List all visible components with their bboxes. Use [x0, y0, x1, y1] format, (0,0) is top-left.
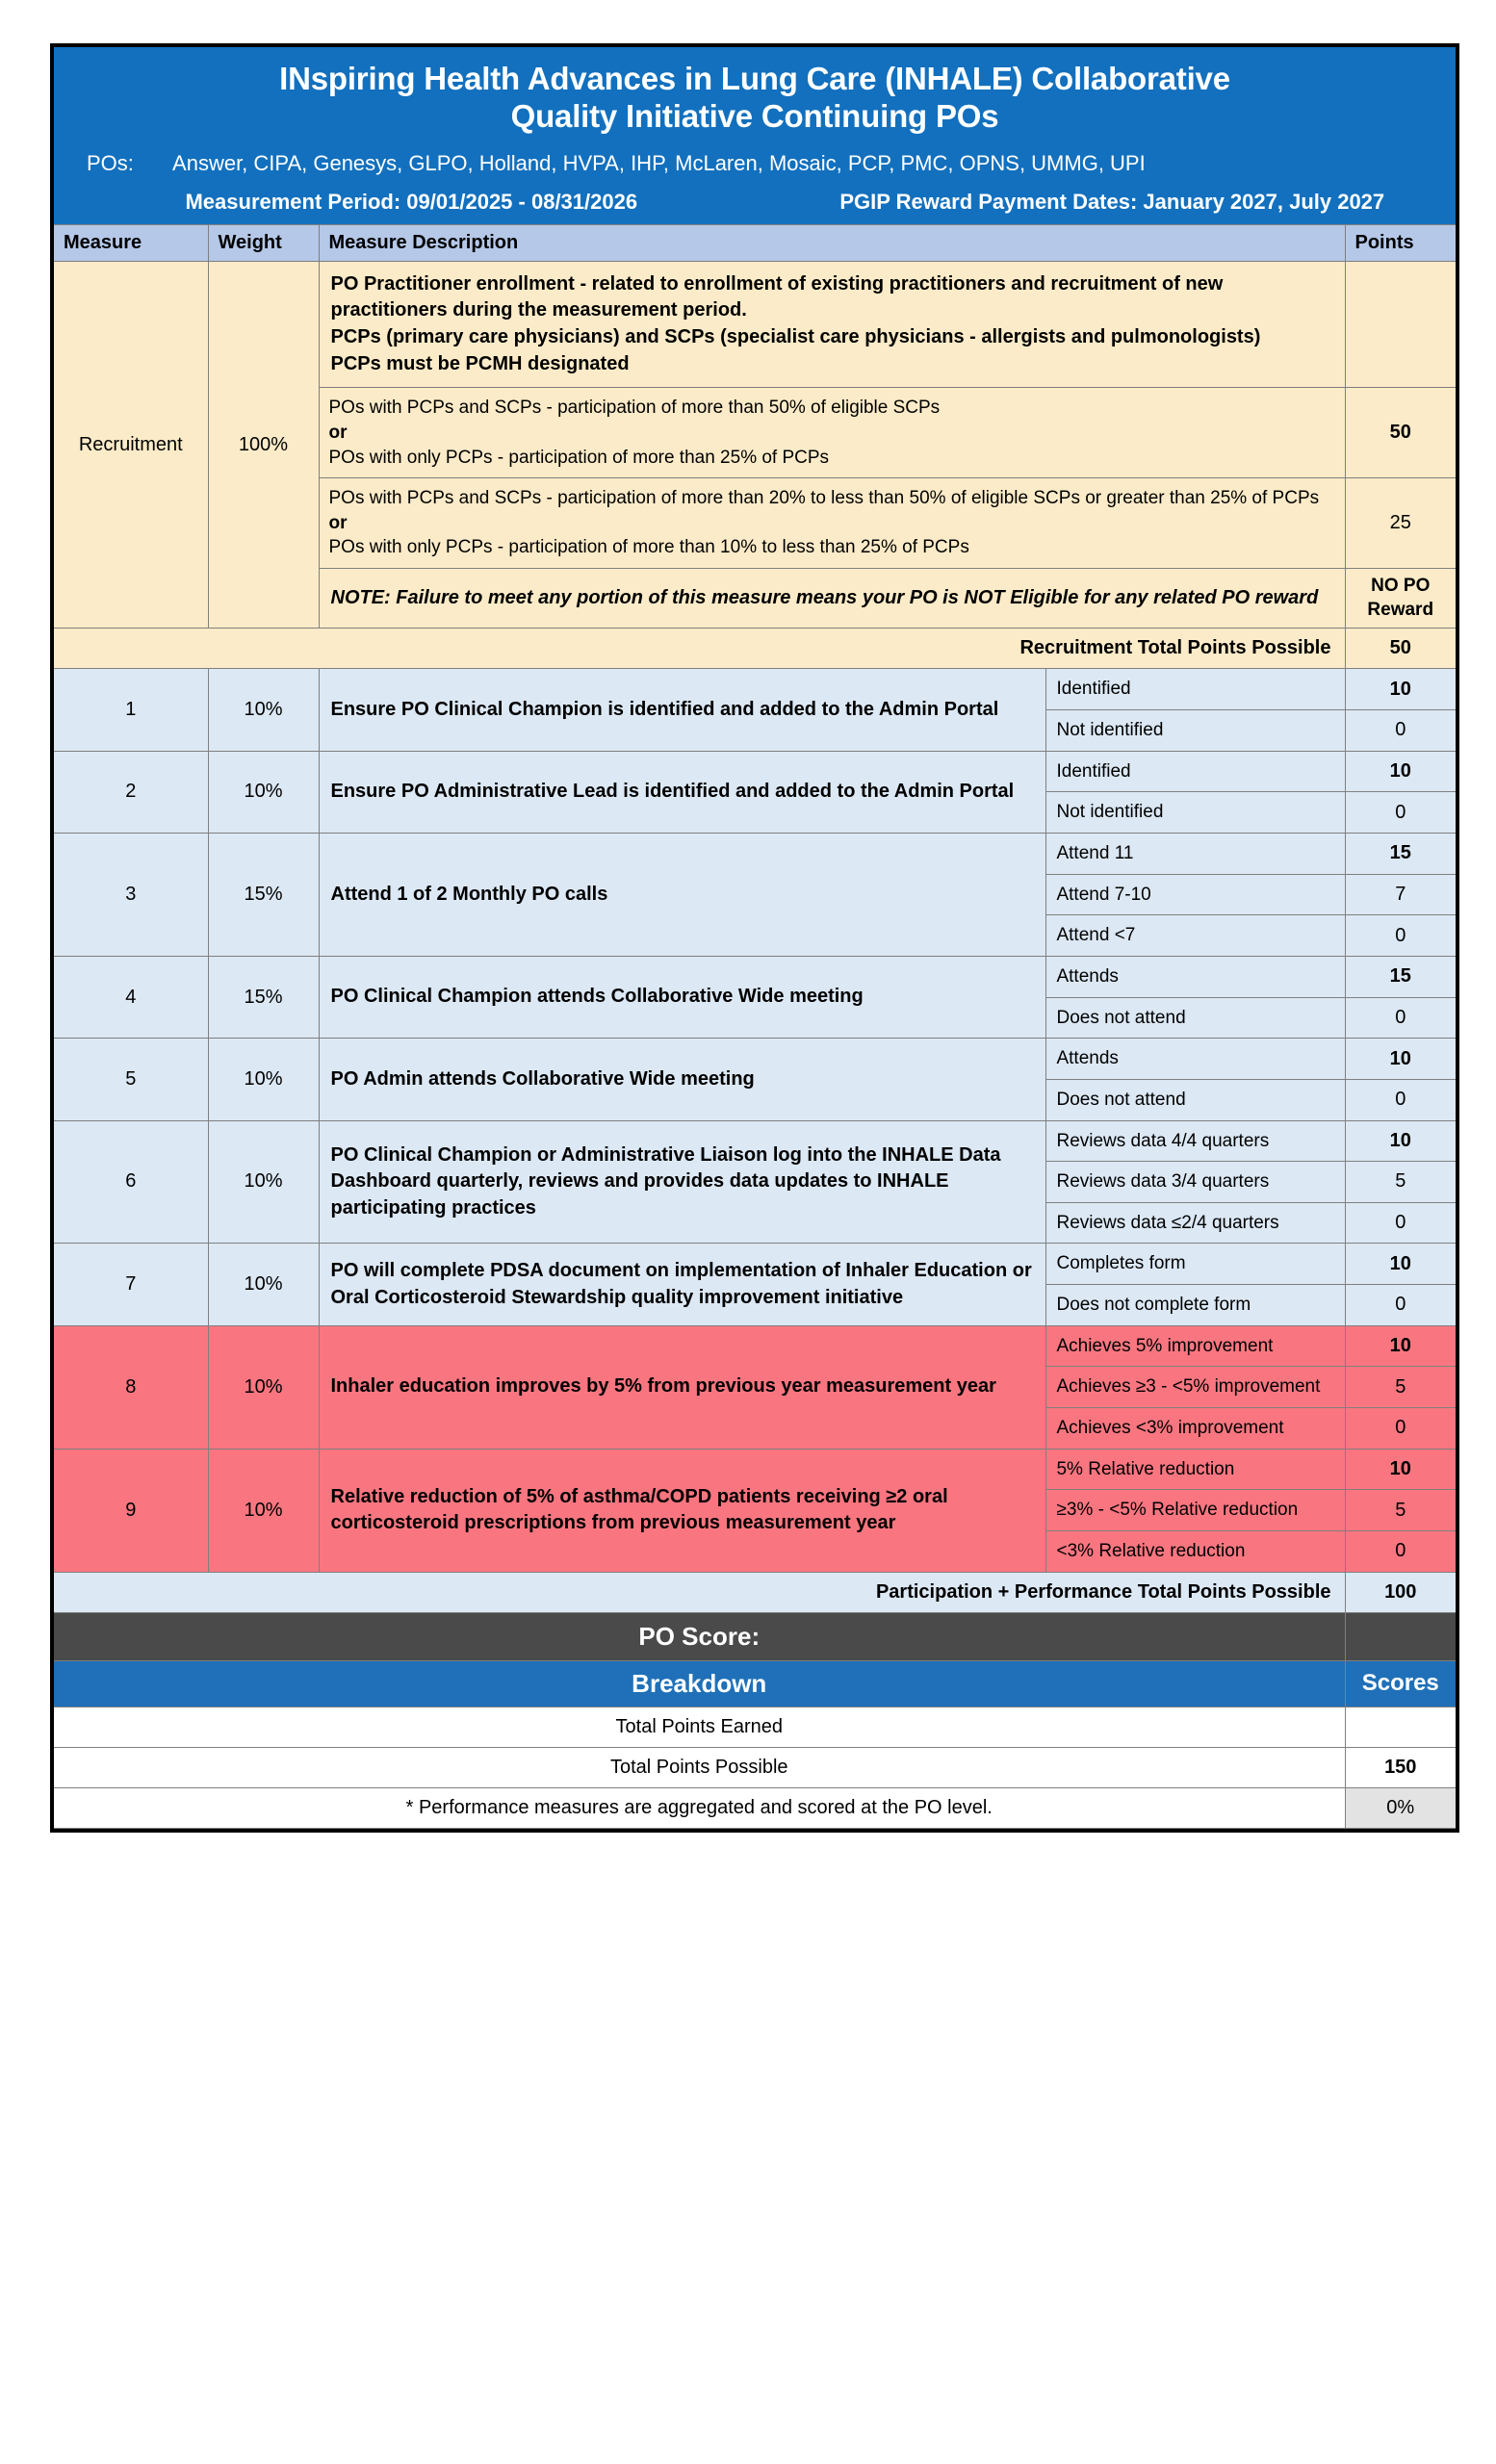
measure-criterion-points: 10 [1345, 1039, 1456, 1080]
recruitment-note-points-line-2: Reward [1367, 599, 1434, 620]
measure-criterion-points: 15 [1345, 956, 1456, 997]
total-earned-row [54, 1707, 1456, 1747]
measure-criterion-points: 5 [1345, 1367, 1456, 1408]
scores-column-header: Scores [1345, 1660, 1456, 1707]
measure-criterion-label: Completes form [1046, 1244, 1345, 1285]
recruitment-description-row [54, 261, 1456, 387]
measure-row [54, 1325, 1456, 1367]
participation-total-label: Participation + Performance Total Points Possible [54, 1572, 1345, 1612]
page-title [67, 57, 1442, 141]
measure-criterion-label: Reviews data 4/4 quarters [1046, 1120, 1345, 1162]
po-score-label: PO Score: [54, 1612, 1345, 1660]
recruitment-note: NOTE: Failure to meet any portion of this measure means your PO is NOT Eligible for any related PO reward [319, 569, 1345, 629]
measure-criterion-label: Identified [1046, 669, 1345, 710]
measure-criterion-label: Does not complete form [1046, 1285, 1345, 1326]
po-score-value[interactable] [1345, 1612, 1456, 1660]
recruitment-note-points-line-1: NO PO [1371, 576, 1431, 597]
measure-row [54, 1449, 1456, 1490]
measure-weight: 15% [208, 834, 319, 957]
measure-criterion-points: 5 [1345, 1162, 1456, 1203]
measure-criterion-label: Attend 11 [1046, 834, 1345, 875]
recruitment-tier2-points: 25 [1345, 478, 1456, 569]
column-header-weight: Weight [208, 224, 319, 261]
measure-criterion-points: 0 [1345, 792, 1456, 834]
measure-criterion-points: 0 [1345, 915, 1456, 957]
measure-description: PO Clinical Champion or Administrative Liaison log into the INHALE Data Dashboard quarterly, reviews and provides data updates to INHALE participating practices [319, 1120, 1046, 1244]
po-list-names: Answer, CIPA, Genesys, GLPO, Holland, HVPA, IHP, McLaren, Mosaic, PCP, PMC, OPNS, UMMG, UPI [172, 150, 1146, 175]
measure-description: Ensure PO Clinical Champion is identified and added to the Admin Portal [319, 669, 1046, 751]
po-score-row [54, 1612, 1456, 1660]
po-list-label: POs: [87, 150, 134, 175]
measure-description: Ensure PO Administrative Lead is identified and added to the Admin Portal [319, 751, 1046, 833]
recruitment-tier2-a: POs with PCPs and SCPs - participation of more than 20% to less than 50% of eligible SCPs or greater than 25% of PCPs [328, 488, 1320, 509]
breakdown-header-row [54, 1660, 1456, 1707]
title-line-1: INspiring Health Advances in Lung Care (INHALE) Collaborative [279, 61, 1230, 96]
recruitment-weight: 100% [208, 261, 319, 629]
measure-criterion-points: 0 [1345, 1530, 1456, 1572]
measure-criterion-label: Attend 7-10 [1046, 874, 1345, 915]
measure-criterion-points: 0 [1345, 1079, 1456, 1120]
measure-criterion-points: 10 [1345, 1120, 1456, 1162]
measure-criterion-label: Achieves 5% improvement [1046, 1325, 1345, 1367]
measure-weight: 10% [208, 1325, 319, 1449]
measure-number: 9 [54, 1449, 208, 1572]
measure-row [54, 834, 1456, 875]
measure-row [54, 669, 1456, 710]
scorecard-table [54, 224, 1456, 1829]
total-possible-label: Total Points Possible [54, 1747, 1345, 1787]
footnote-value: 0% [1345, 1787, 1456, 1828]
measure-row [54, 956, 1456, 997]
footnote-row [54, 1787, 1456, 1828]
measure-criterion-label: Reviews data 3/4 quarters [1046, 1162, 1345, 1203]
measure-rows-body [54, 669, 1456, 1572]
period-row [54, 184, 1456, 224]
measure-description: PO Admin attends Collaborative Wide meeting [319, 1039, 1046, 1120]
recruitment-desc-line-1: PO Practitioner enrollment - related to enrollment of existing practitioners and recruitment of new practitioners during the measurement period. [330, 272, 1224, 321]
measure-description: PO will complete PDSA document on implementation of Inhaler Education or Oral Corticosteroid Stewardship quality improvement initiative [319, 1244, 1046, 1325]
measure-criterion-label: Does not attend [1046, 1079, 1345, 1120]
measure-criterion-points: 7 [1345, 874, 1456, 915]
column-header-description: Measure Description [319, 224, 1345, 261]
recruitment-tier2-criteria [319, 478, 1345, 569]
measure-criterion-label: Achieves ≥3 - <5% improvement [1046, 1367, 1345, 1408]
recruitment-total-label: Recruitment Total Points Possible [54, 629, 1345, 669]
measurement-period: Measurement Period: 09/01/2025 - 08/31/2026 [185, 189, 638, 214]
recruitment-desc-line-2: PCPs (primary care physicians) and SCPs (specialist care physicians - allergists and pulmonologists) [330, 326, 1261, 348]
measure-weight: 10% [208, 1120, 319, 1244]
measure-criterion-points: 0 [1345, 1202, 1456, 1244]
recruitment-total-points: 50 [1345, 629, 1456, 669]
scorecard-sheet [50, 43, 1459, 1833]
measure-description: Inhaler education improves by 5% from previous year measurement year [319, 1325, 1046, 1449]
title-line-2: Quality Initiative Continuing POs [510, 97, 999, 134]
measure-description: Attend 1 of 2 Monthly PO calls [319, 834, 1046, 957]
total-earned-label: Total Points Earned [54, 1707, 1345, 1747]
measure-weight: 10% [208, 1449, 319, 1572]
measure-criterion-label: Attends [1046, 956, 1345, 997]
measure-criterion-points: 15 [1345, 834, 1456, 875]
measure-criterion-points: 0 [1345, 1408, 1456, 1450]
recruitment-tier1-b: POs with only PCPs - participation of more than 25% of PCPs [328, 447, 830, 468]
measure-weight: 10% [208, 1039, 319, 1120]
measure-criterion-label: Not identified [1046, 710, 1345, 752]
recruitment-tier1-a: POs with PCPs and SCPs - participation of more than 50% of eligible SCPs [328, 398, 941, 419]
recruitment-tier1-criteria [319, 388, 1345, 478]
measure-number: 4 [54, 956, 208, 1038]
measure-row [54, 1120, 1456, 1162]
measure-criterion-points: 0 [1345, 1285, 1456, 1326]
recruitment-description [319, 261, 1345, 387]
recruitment-description-points [1345, 261, 1456, 387]
measure-criterion-points: 5 [1345, 1490, 1456, 1531]
payment-dates: PGIP Reward Payment Dates: January 2027, July 2027 [839, 189, 1385, 214]
recruitment-desc-line-3: PCPs must be PCMH designated [330, 352, 630, 374]
measure-number: 8 [54, 1325, 208, 1449]
recruitment-total-row [54, 629, 1456, 669]
measure-criterion-label: ≥3% - <5% Relative reduction [1046, 1490, 1345, 1531]
measure-criterion-label: 5% Relative reduction [1046, 1449, 1345, 1490]
column-header-points: Points [1345, 224, 1456, 261]
recruitment-tier2-or: or [328, 512, 348, 533]
measure-row [54, 1039, 1456, 1080]
measure-criterion-points: 10 [1345, 1325, 1456, 1367]
measure-criterion-points: 0 [1345, 710, 1456, 752]
measure-criterion-label: Does not attend [1046, 997, 1345, 1039]
measure-description: Relative reduction of 5% of asthma/COPD patients receiving ≥2 oral corticosteroid prescriptions from previous measurement year [319, 1449, 1046, 1572]
breakdown-label: Breakdown [54, 1660, 1345, 1707]
measure-number: 1 [54, 669, 208, 751]
recruitment-note-points [1345, 569, 1456, 629]
recruitment-tier1-points: 50 [1345, 388, 1456, 478]
recruitment-tier2-b: POs with only PCPs - participation of more than 10% to less than 25% of PCPs [328, 537, 969, 558]
measure-criterion-points: 10 [1345, 751, 1456, 792]
total-possible-row [54, 1747, 1456, 1787]
measure-criterion-points: 0 [1345, 997, 1456, 1039]
measure-weight: 10% [208, 1244, 319, 1325]
measure-description: PO Clinical Champion attends Collaborative Wide meeting [319, 956, 1046, 1038]
measure-criterion-points: 10 [1345, 669, 1456, 710]
document-header [54, 47, 1456, 145]
participation-total-row [54, 1572, 1456, 1612]
total-earned-value[interactable] [1345, 1707, 1456, 1747]
footnote-text: * Performance measures are aggregated and scored at the PO level. [54, 1787, 1345, 1828]
measure-number: 3 [54, 834, 208, 957]
measure-row [54, 751, 1456, 792]
measure-criterion-label: Identified [1046, 751, 1345, 792]
measure-criterion-label: Achieves <3% improvement [1046, 1408, 1345, 1450]
total-possible-value: 150 [1345, 1747, 1456, 1787]
recruitment-tier1-or: or [328, 422, 348, 443]
participation-total-points: 100 [1345, 1572, 1456, 1612]
measure-number: 7 [54, 1244, 208, 1325]
measure-criterion-label: <3% Relative reduction [1046, 1530, 1345, 1572]
measure-weight: 10% [208, 751, 319, 833]
measure-criterion-points: 10 [1345, 1449, 1456, 1490]
measure-criterion-label: Attend <7 [1046, 915, 1345, 957]
measure-number: 5 [54, 1039, 208, 1120]
measure-weight: 10% [208, 669, 319, 751]
measure-criterion-label: Attends [1046, 1039, 1345, 1080]
measure-number: 2 [54, 751, 208, 833]
measure-criterion-label: Not identified [1046, 792, 1345, 834]
measure-criterion-label: Reviews data ≤2/4 quarters [1046, 1202, 1345, 1244]
measure-row [54, 1244, 1456, 1285]
po-list-row [54, 145, 1456, 184]
recruitment-measure-label: Recruitment [54, 261, 208, 629]
column-header-measure: Measure [54, 224, 208, 261]
measure-number: 6 [54, 1120, 208, 1244]
measure-weight: 15% [208, 956, 319, 1038]
measure-criterion-points: 10 [1345, 1244, 1456, 1285]
table-header-row [54, 224, 1456, 261]
